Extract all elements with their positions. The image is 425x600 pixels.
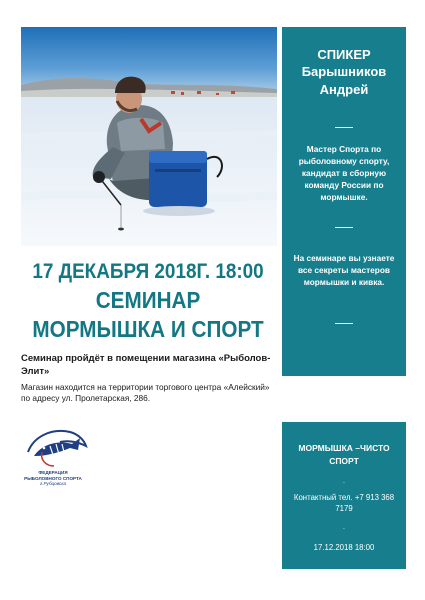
- speaker-title: СПИКЕР: [317, 47, 371, 62]
- event-headline: [30, 258, 266, 344]
- seminar-promise: На семинаре вы узнаете все секреты мастеров мормышки и кивка.: [293, 253, 395, 287]
- event-title-line-2: МОРМЫШКА И СПОРТ: [32, 316, 264, 342]
- speaker-bio: Мастер Спорта по рыболовному спорту, кандидат в сборную команду России по мормышке.: [298, 144, 390, 202]
- divider: [335, 227, 353, 228]
- slogan: МОРМЫШКА –ЧИСТО СПОРТ: [298, 443, 390, 466]
- separator-dot: .: [343, 478, 345, 485]
- event-date-time: 17.12.2018 18:00: [313, 543, 375, 552]
- address-text: Магазин находится на территории торгового центра «Алейский» по адресу ул. Пролетарская, 286.: [21, 382, 270, 403]
- logo-caption-line-1: ФЕДЕРАЦИЯ: [38, 470, 68, 475]
- event-date: 17 ДЕКАБРЯ 2018Г. 18:00: [32, 260, 264, 283]
- speaker-panel: [282, 27, 406, 376]
- divider: [335, 127, 353, 128]
- separator-dot: .: [343, 524, 345, 531]
- venue-text: Семинар пройдёт в помещении магазина «Рыболов-Элит»: [21, 353, 271, 377]
- contact-phone: Контактный тел. +7 913 368 7179: [293, 493, 395, 513]
- logo-caption-line-2: РЫБОЛОВНОГО СПОРТА: [24, 475, 82, 481]
- logo-caption: [18, 470, 88, 487]
- logo-caption-line-3: г.Рубцовска: [39, 481, 67, 487]
- event-title-line-1: СЕМИНАР: [95, 287, 201, 313]
- event-photo: [21, 27, 277, 246]
- info-box: [282, 422, 406, 569]
- speaker-name: Барышников Андрей: [301, 64, 387, 97]
- divider: [335, 323, 353, 324]
